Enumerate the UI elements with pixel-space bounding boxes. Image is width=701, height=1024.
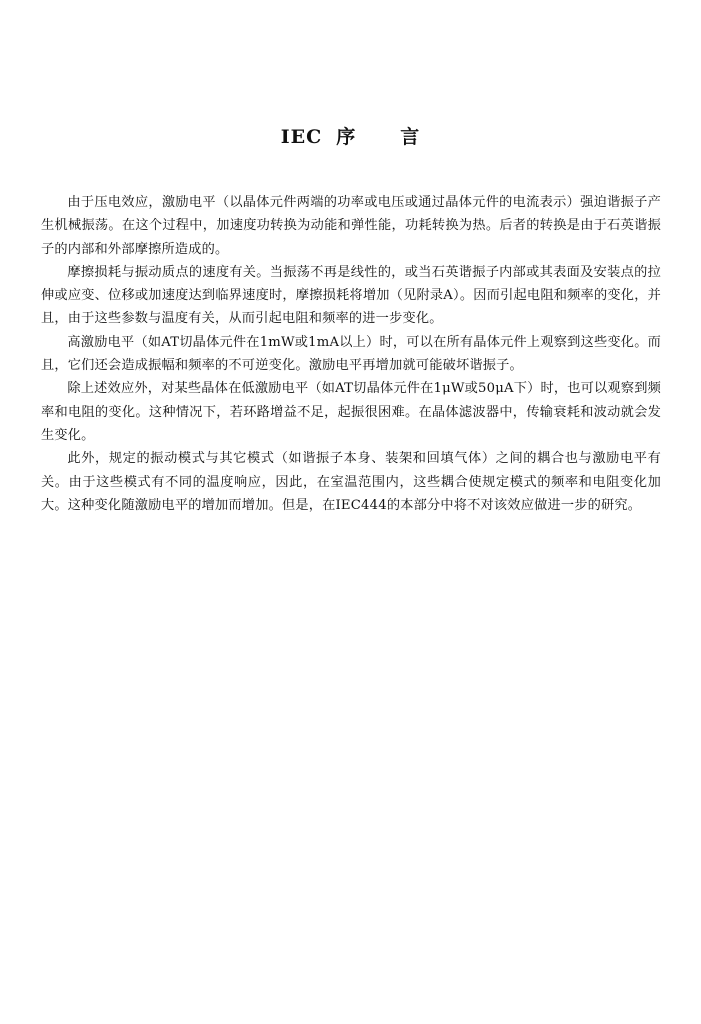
title-word-2: 言	[400, 126, 421, 148]
paragraph-5: 此外，规定的振动模式与其它模式（如谐振子本身、装架和回填气体）之间的耦合也与激励电平有关。由于这些模式有不同的温度响应，因此，在室温范围内，这些耦合使规定模式的频率和电阻变化加大。这种变化随激励电平的增加而增加。但是，在IEC444的本部分中将不对该效应做进一步的研究。	[41, 451, 661, 513]
paragraph-4: 除上述效应外，对某些晶体在低激励电平（如AT切晶体元件在1μW或50μA下）时，也可以观察到频率和电阻的变化。这种情况下，若环路增益不足，起振很困难。在晶体滤波器中，传输衰耗和波动就会发生变化。	[41, 381, 661, 443]
paragraph-3: 高激励电平（如AT切晶体元件在1mW或1mA以上）时，可以在所有晶体元件上观察到这些变化。而且，它们还会造成振幅和频率的不可逆变化。激励电平再增加就可能破坏谐振子。	[41, 334, 661, 374]
paragraph-1: 由于压电效应，激励电平（以晶体元件两端的功率或电压或通过晶体元件的电流表示）强迫谐振子产生机械振荡。在这个过程中，加速度功转换为动能和弹性能，功耗转换为热。后者的转换是由于石英谐振子的内部和外部摩擦所造成的。	[41, 195, 661, 257]
title-prefix: IEC	[280, 126, 323, 148]
title-word-1: 序	[336, 126, 357, 148]
body-text	[41, 191, 661, 517]
paragraph-2: 摩擦损耗与振动质点的速度有关。当振荡不再是线性的，或当石英谐振子内部或其表面及安装点的拉伸或应变、位移或加速度达到临界速度时，摩擦损耗将增加（见附录A）。因而引起电阻和频率的变化，并且，由于这些参数与温度有关，从而引起电阻和频率的进一步变化。	[41, 264, 661, 327]
page-title	[0, 122, 701, 149]
